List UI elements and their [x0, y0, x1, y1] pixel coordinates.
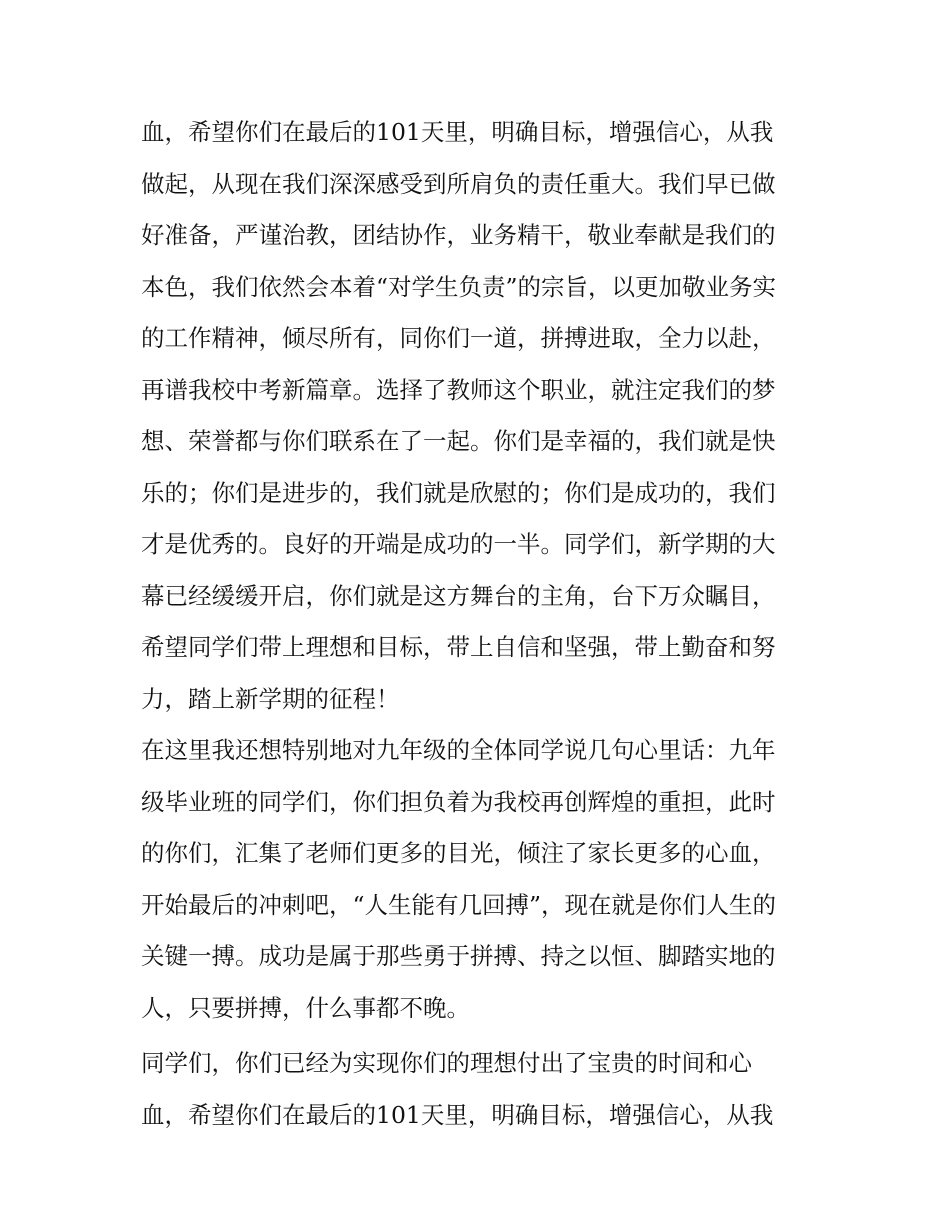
text-line: 血，希望你们在最后的101天里，明确目标，增强信心，从我	[141, 118, 774, 146]
text-line: 乐的；你们是进步的，我们就是欣慰的；你们是成功的，我们	[141, 478, 776, 507]
text-line: 同学们，你们已经为实现你们的理想付出了宝贵的时间和心	[141, 1049, 752, 1077]
text-line: 再谱我校中考新篇章。选择了教师这个职业，就注定我们的梦	[141, 375, 776, 404]
text-line: 开始最后的冲刺吧，“人生能有几回搏”，现在就是你们人生的	[141, 890, 777, 919]
paragraph-1	[141, 107, 821, 725]
text-line: 人，只要拼搏，什么事都不晚。	[141, 993, 470, 1022]
text-line: 做起，从现在我们深深感受到所肩负的责任重大。我们早已做	[141, 169, 776, 198]
text-line: 级毕业班的同学们，你们担负着为我校再创辉煌的重担，此时	[141, 787, 776, 816]
text-line: 想、荣誉都与你们联系在了一起。你们是幸福的，我们就是快	[141, 427, 776, 455]
paragraph-3	[141, 1038, 821, 1141]
text-line: 血，希望你们在最后的101天里，明确目标，增强信心，从我	[141, 1100, 774, 1129]
text-line: 的工作精神，倾尽所有，同你们一道，拼搏进取，全力以赴，	[141, 324, 776, 352]
text-line: 幕已经缓缓开启，你们就是这方舞台的主角，台下万众瞩目，	[141, 581, 776, 610]
text-line: 关键一搏。成功是属于那些勇于拼搏、持之以恒、脚踏实地的	[141, 942, 776, 970]
text-line: 好准备，严谨治教，团结协作，业务精干，敬业奉献是我们的	[141, 221, 776, 249]
text-line: 才是优秀的。良好的开端是成功的一半。同学们，新学期的大	[141, 530, 776, 558]
text-line: 的你们，汇集了老师们更多的目光，倾注了家长更多的心血，	[141, 839, 776, 867]
paragraph-2	[141, 725, 821, 1034]
text-line: 本色，我们依然会本着“对学生负责”的宗旨，以更加敬业务实	[141, 272, 777, 301]
text-line: 在这里我还想特别地对九年级的全体同学说几句心里话：九年	[141, 736, 776, 764]
text-line: 力，踏上新学期的征程！	[141, 684, 400, 713]
document-body	[141, 107, 821, 1141]
text-line: 希望同学们带上理想和目标，带上自信和坚强，带上勤奋和努	[141, 633, 776, 661]
